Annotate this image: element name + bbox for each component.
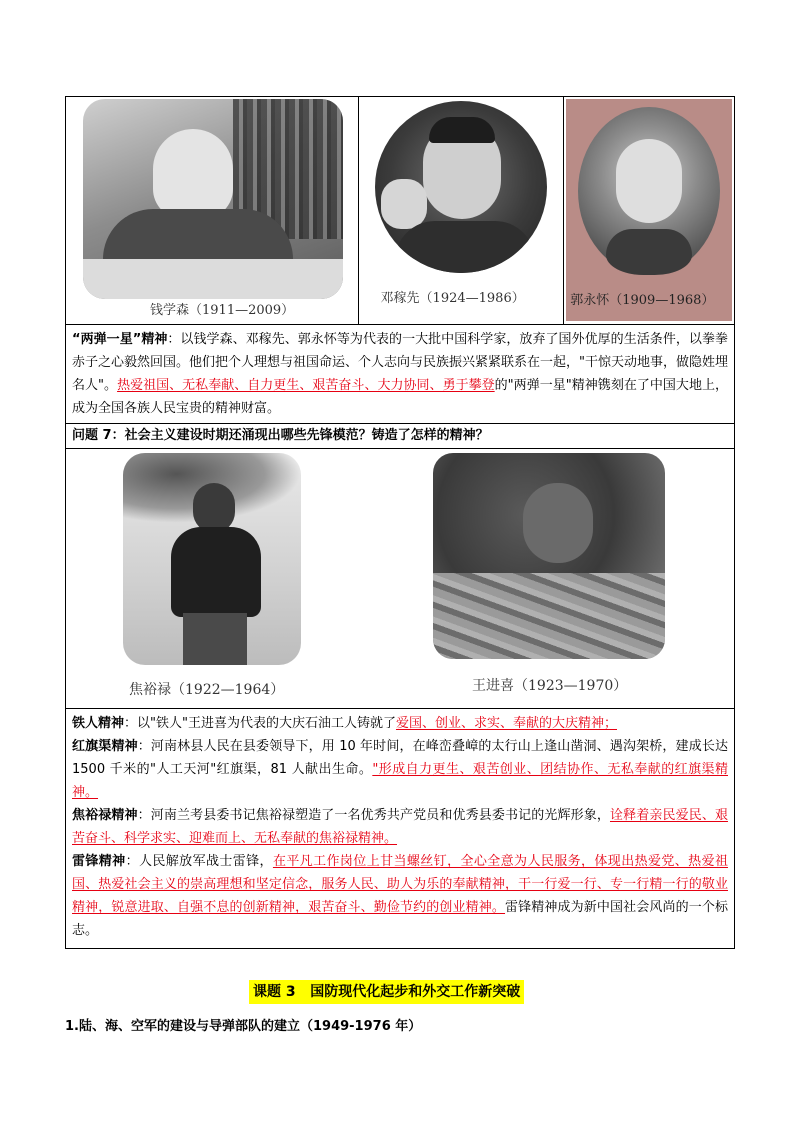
question-7: 问题 7：社会主义建设时期还涌现出哪些先锋模范？铸造了怎样的精神？ [66, 424, 735, 449]
red-flag-canal-spirit [72, 735, 728, 804]
two-bombs-spirit-paragraph [66, 325, 735, 424]
lei-feng-highlight: 在平凡工作岗位上甘当螺丝钉，全心全意为人民服务，体现出热爱党、热爱祖国、热爱社会主义的崇高理想和坚定信念，服务人民、助人为乐的奉献精神，干一行爱一行、专一行精一行的敬业精神，锐意进取、自强不息的创新精神，艰苦奋斗、勤俭节约的创业精神。 [72, 854, 728, 915]
lesson-title: 课题 3 国防现代化起步和外交工作新突破 [249, 980, 524, 1004]
lei-feng-text-end: 雷锋精神成为新中国社会风尚的一个标志。 [72, 900, 728, 938]
section-heading-1: 1.陆、海、空军的建设与导弹部队的建立（1949-1976 年） [65, 1019, 422, 1034]
red-flag-canal-text: ：河南林县人民在县委领导下，用 10 年时间，在峰峦叠嶂的太行山上逢山凿洞、遇沟架桥，建成长达 1500 千米的"人工天河"红旗渠，81 人献出生命。 [72, 739, 728, 777]
jiao-yulu-title: 焦裕禄精神 [72, 808, 138, 823]
portrait-photo-deng-jiaxian [375, 101, 547, 273]
caption-jiao-yulu: 焦裕禄（1922—1964） [129, 682, 285, 698]
iron-man-highlight: 爱国、创业、求实、奉献的大庆精神； [395, 716, 617, 731]
photo-wang-jinxi [433, 453, 665, 659]
photo-jiao-yulu [123, 453, 301, 665]
portrait-caption-guo: 郭永怀（1909—1968） [570, 293, 715, 308]
portrait-caption-deng: 邓稼先（1924—1986） [380, 291, 525, 306]
spirits-paragraphs [66, 709, 735, 949]
red-flag-canal-highlight: "形成自力更生、艰苦创业、团结协作、无私奉献的红旗渠精神。 [72, 762, 728, 800]
portrait-cell-qian [66, 97, 359, 325]
two-bombs-text-end: 的"两弹一星"精神镌刻在了中国大地上，成为全国各族人民宝贵的精神财富。 [72, 378, 728, 416]
lei-feng-spirit [72, 850, 728, 942]
jiao-yulu-highlight: 诠释着亲民爱民、艰苦奋斗、科学求实、迎难而上、无私奉献的焦裕禄精神。 [72, 808, 728, 846]
lei-feng-text: ：人民解放军战士雷锋， [125, 854, 273, 869]
portrait-cell-guo [564, 97, 735, 325]
content-table [65, 96, 735, 949]
two-bombs-highlight: 热爱祖国、无私奉献、自力更生、艰苦奋斗、大力协同、勇于攀登 [117, 378, 495, 393]
lei-feng-title: 雷锋精神 [72, 854, 126, 869]
model-photos-cell [66, 449, 735, 709]
jiao-yulu-text: ：河南兰考县委书记焦裕禄塑造了一名优秀共产党员和优秀县委书记的光辉形象， [137, 808, 610, 823]
portrait-photo-qian-xuesen [83, 99, 343, 299]
portrait-caption-qian: 钱学森（1911—2009） [150, 303, 295, 318]
iron-man-text: ：以"铁人"王进喜为代表的大庆石油工人铸就了 [124, 716, 396, 731]
two-bombs-title: “两弹一星”精神 [72, 332, 168, 347]
iron-man-title: 铁人精神 [72, 716, 125, 731]
two-bombs-text: ：以钱学森、邓稼先、郭永怀等为代表的一大批中国科学家，放弃了国外优厚的生活条件，以拳拳赤子之心毅然回国。他们把个人理想与祖国命运、个人志向与民族振兴紧紧联系在一起，"干惊天动地事，做隐姓埋名人"。 [72, 332, 728, 393]
red-flag-canal-title: 红旗渠精神 [72, 739, 138, 754]
jiao-yulu-spirit [72, 804, 728, 850]
portrait-photo-guo-yonghuai [566, 99, 732, 321]
portrait-cell-deng [358, 97, 564, 325]
caption-wang-jinxi: 王进喜（1923—1970） [472, 678, 628, 694]
iron-man-spirit [72, 712, 728, 735]
